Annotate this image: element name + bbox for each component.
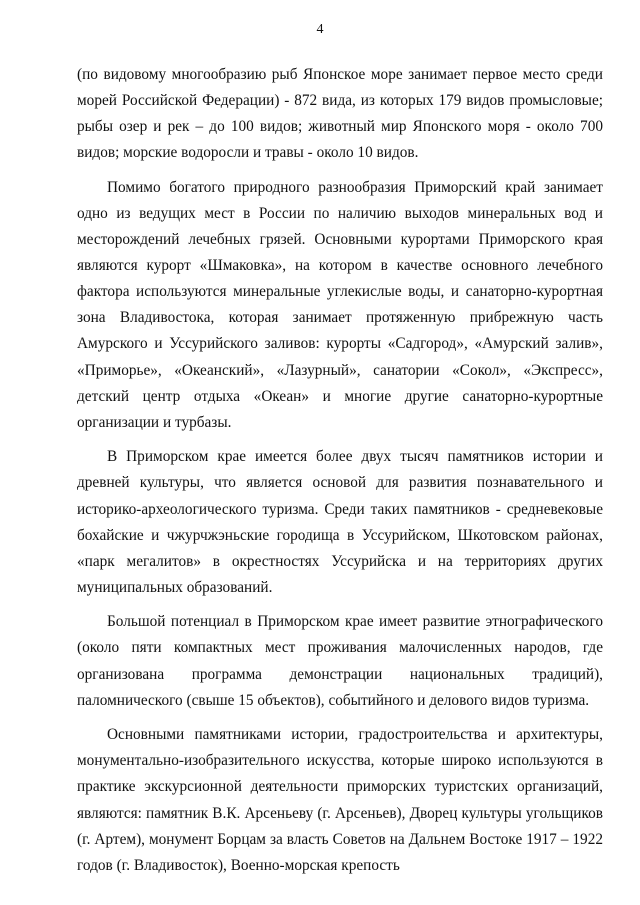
paragraph-architecture-monuments: Основными памятниками истории, градостроительства и архитектуры, монументально-изобразительного искусства, которые широко используются в практике экскурсионной деятельности приморских туристских организаций, являются: памятник В.К. Арсеньеву (г. Арсеньев), Дворец культуры угольщиков (г. Артем), монумент Борцам за власть Советов на Дальнем Востоке 1917 – 1922 годов (г. Владивосток), Военно-морская крепость <box>77 726 603 874</box>
paragraph-marine-species: (по видовому многообразию рыб Японское море занимает первое место среди морей Российской Федерации) - 872 вида, из которых 179 видов промысловые; рыбы озер и рек – до 100 видов; животный мир Японского моря - около 700 видов; морские водоросли и травы - около 10 видов. <box>77 66 603 162</box>
paragraph-historical-monuments: В Приморском крае имеется более двух тысяч памятников истории и древней культуры, что является основой для развития познавательного и историко-археологического туризма. Среди таких памятников - средневековые бохайские и чжурчжэньские городища в Уссурийском, Шкотовском районах, «парк мегалитов» в окрестностях Уссурийска и на территориях других муниципальных образований. <box>77 448 603 596</box>
paragraph-resorts: Помимо богатого природного разнообразия Приморский край занимает одно из ведущих мест в России по наличию выходов минеральных вод и месторождений лечебных грязей. Основными курортами Приморского края являются курорт «Шмаковка», на котором в качестве основного лечебного фактора используются минеральные углекислые воды, и санаторно-курортная зона Владивостока, которая занимает протяженную прибрежную часть Амурского и Уссурийского заливов: курорты «Садгород», «Амурский залив», «Приморье», «Океанский», «Лазурный», санатории «Сокол», «Экспресс», детский центр отдыха «Океан» и многие другие санаторно-курортные организации и турбазы. <box>77 178 603 431</box>
paragraph-tourism-potential: Большой потенциал в Приморском крае имеет развитие этнографического (около пяти компактных мест проживания малочисленных народов, где организована программа демонстрации национальных традиций), паломнического (свыше 15 объектов), событийного и делового видов туризма. <box>77 613 603 709</box>
body-text <box>77 62 603 887</box>
page-number: 4 <box>316 22 324 37</box>
